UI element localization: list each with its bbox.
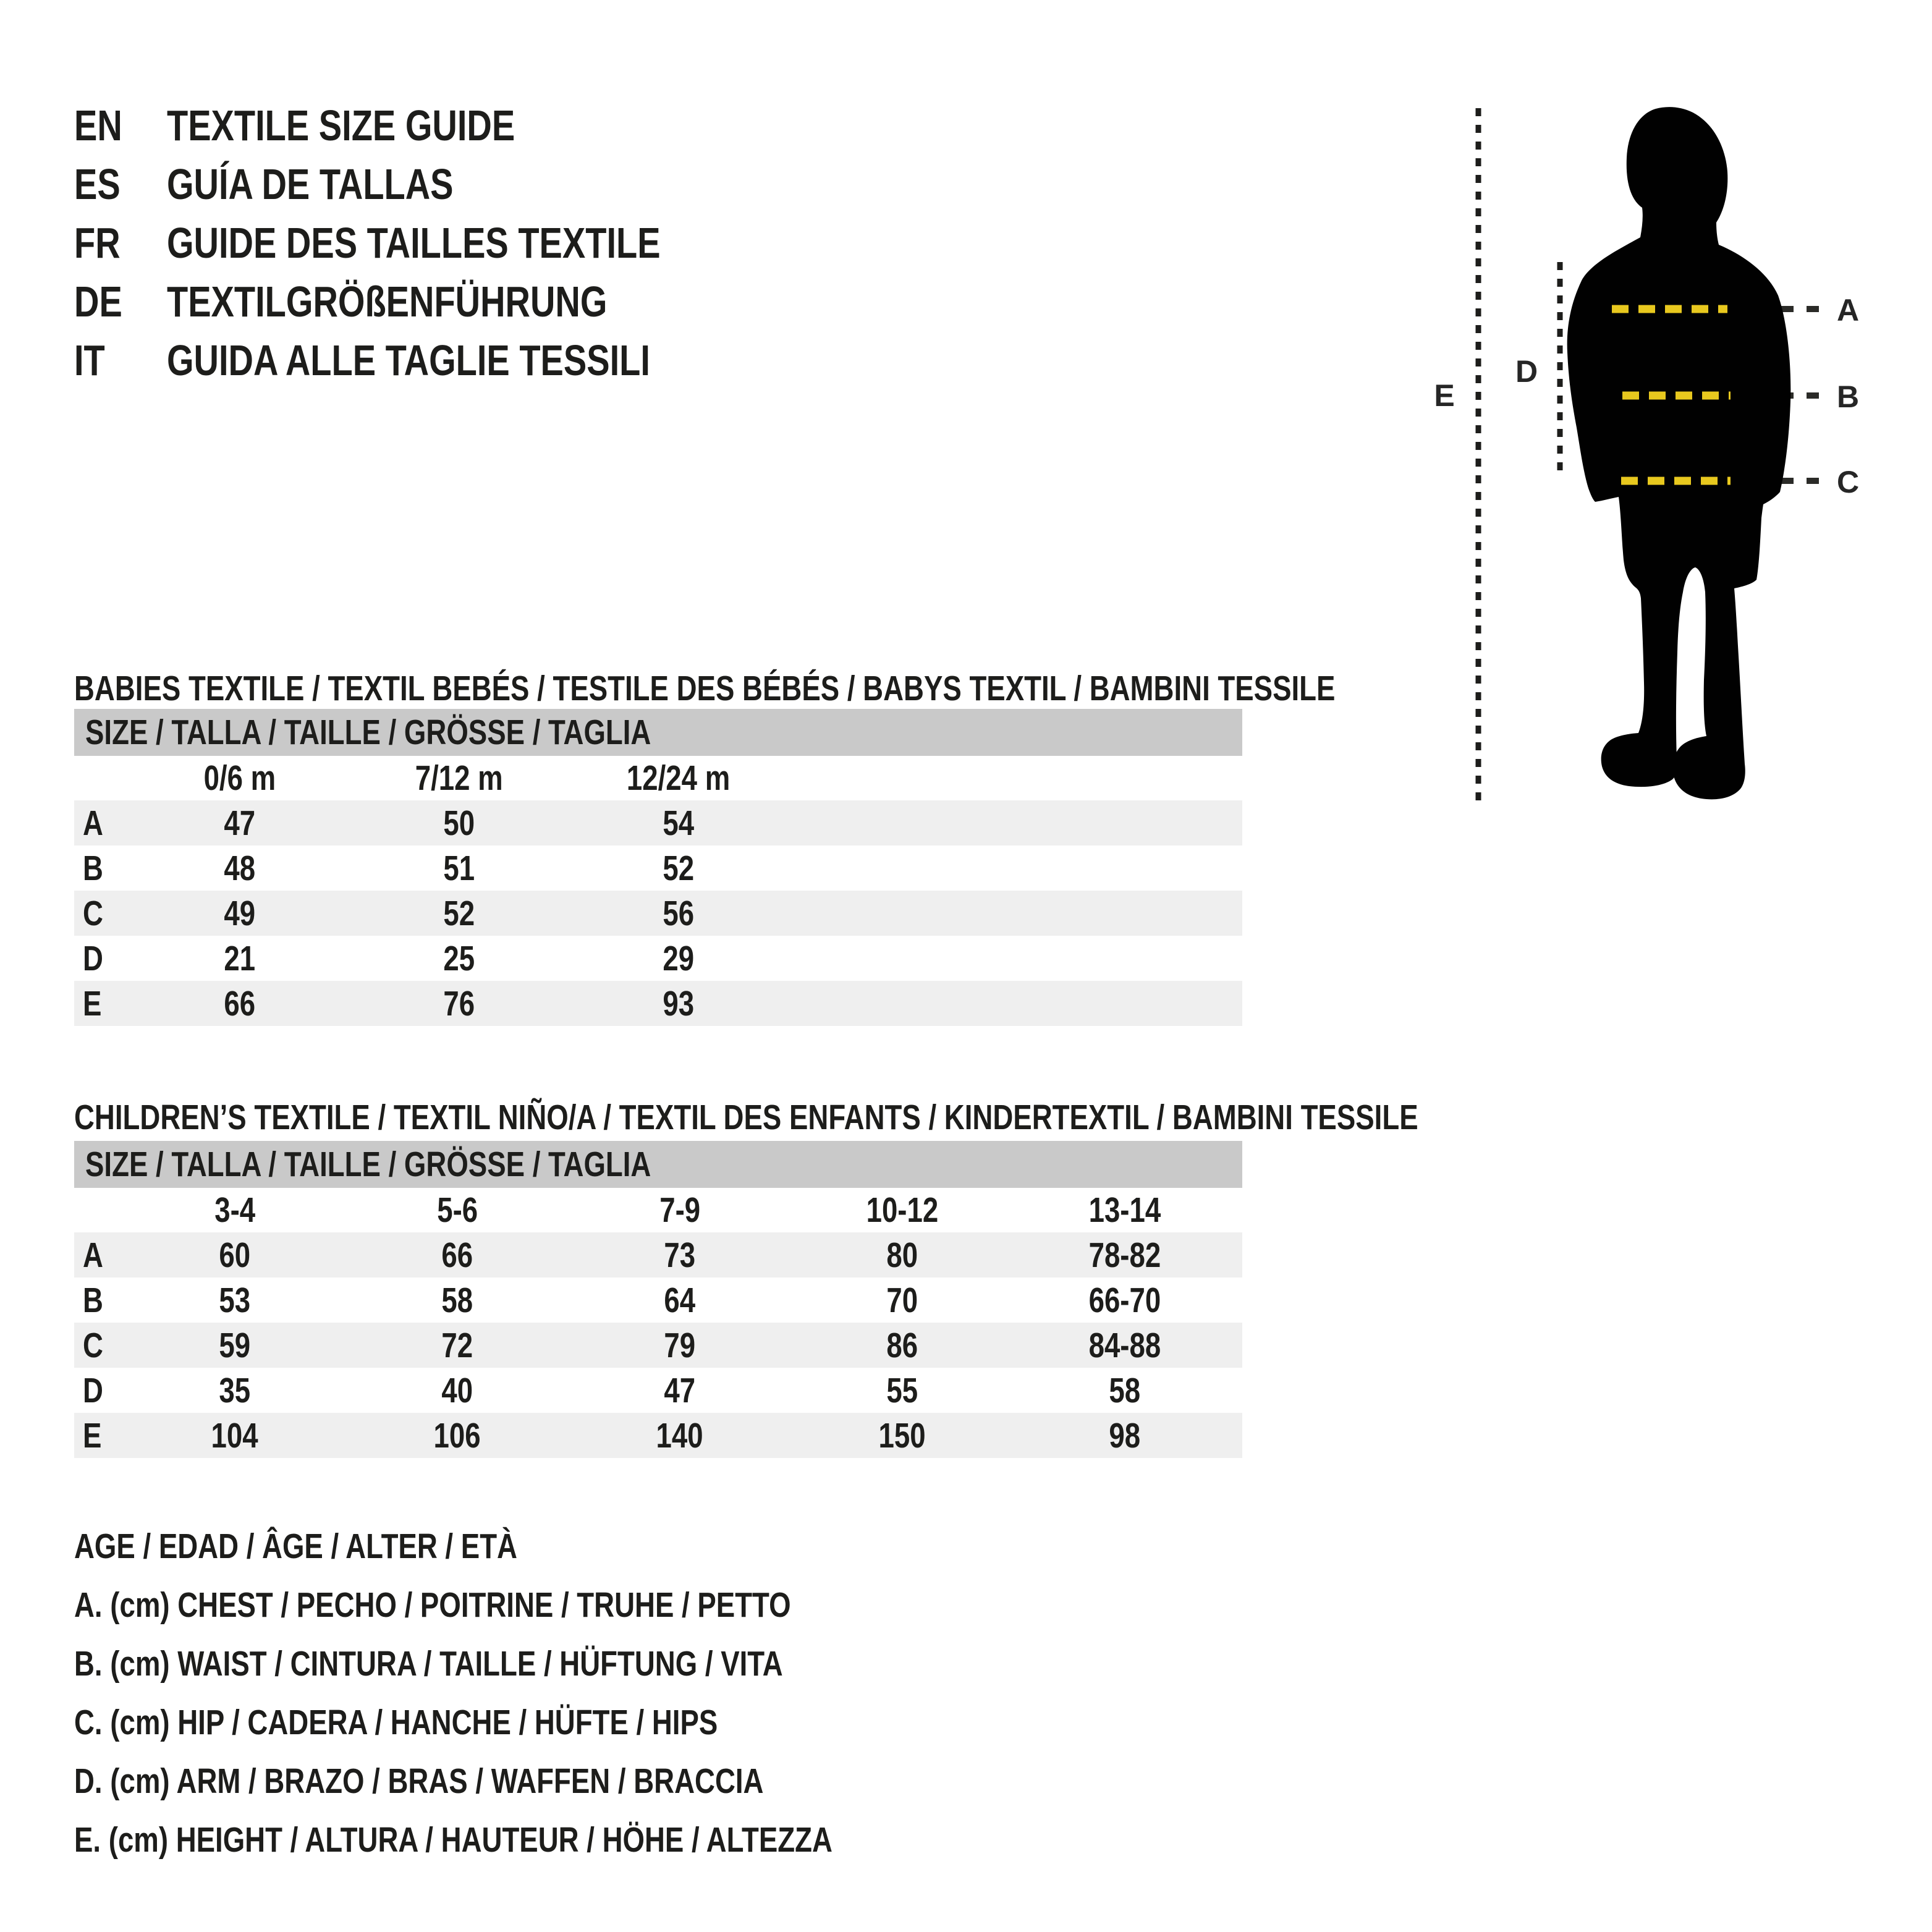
children-value-cell-text: 78-82 xyxy=(1088,1235,1161,1275)
babies-table-row xyxy=(74,800,1242,845)
children-row-label-text: D xyxy=(83,1370,103,1410)
children-row-label xyxy=(74,1415,124,1456)
children-value-cell xyxy=(569,1415,791,1456)
babies-column-header xyxy=(569,758,788,799)
babies-value-cell-text: 47 xyxy=(224,803,255,843)
children-value-cell xyxy=(791,1370,1014,1411)
language-row xyxy=(74,96,784,155)
legend-line xyxy=(74,1752,1022,1810)
children-table-rows xyxy=(74,1232,1242,1458)
children-value-cell-text: 66-70 xyxy=(1088,1280,1161,1320)
children-value-cell-text: 70 xyxy=(886,1280,918,1320)
label-hip-c: C xyxy=(1837,465,1860,499)
babies-column-header xyxy=(349,758,569,799)
children-value-cell-text: 86 xyxy=(886,1325,918,1365)
babies-column-header-text: 12/24 m xyxy=(626,758,731,798)
children-row-label-text: B xyxy=(83,1280,103,1320)
label-waist-b: B xyxy=(1837,379,1860,414)
babies-row-label-text: A xyxy=(83,803,103,843)
children-column-header xyxy=(346,1190,569,1231)
children-row-label xyxy=(74,1235,124,1276)
babies-value-cell xyxy=(569,848,788,889)
label-chest-a: A xyxy=(1837,293,1860,328)
children-value-cell-text: 53 xyxy=(219,1280,251,1320)
children-value-cell-text: 55 xyxy=(886,1370,918,1410)
babies-value-cell-text: 29 xyxy=(663,938,694,978)
babies-value-cell xyxy=(569,983,788,1024)
children-value-cell xyxy=(1014,1325,1236,1366)
children-value-cell-text: 73 xyxy=(664,1235,696,1275)
language-title xyxy=(167,159,525,209)
babies-size-header-bar xyxy=(74,709,1242,756)
babies-value-cell xyxy=(349,803,569,844)
legend-line xyxy=(74,1693,1022,1752)
babies-section-heading-text: BABIES TEXTILE / TEXTIL BEBÉS / TESTILE DES BÉBÉS / BABYS TEXTIL / BAMBINI TESSILE xyxy=(74,669,1336,709)
babies-table-rows xyxy=(74,800,1242,1026)
babies-column-header-text: 0/6 m xyxy=(203,758,276,798)
children-value-cell xyxy=(791,1280,1014,1321)
children-value-cell-text: 104 xyxy=(211,1415,259,1455)
children-value-cell-text: 72 xyxy=(441,1325,473,1365)
children-value-cell xyxy=(1014,1235,1236,1276)
babies-value-cell xyxy=(130,983,349,1024)
babies-value-cell xyxy=(349,983,569,1024)
language-title-text: GUÍA DE TALLAS xyxy=(167,159,454,208)
legend-line-text: B. (cm) WAIST / CINTURA / TAILLE / HÜFTUNG / VITA xyxy=(74,1643,783,1684)
babies-value-cell-text: 56 xyxy=(663,893,694,933)
language-title xyxy=(167,218,784,268)
legend-line xyxy=(74,1634,1022,1693)
children-column-header-text: 3-4 xyxy=(214,1190,255,1230)
language-title-text: GUIDE DES TAILLES TEXTILE xyxy=(167,218,661,267)
babies-column-header-row xyxy=(74,756,1242,800)
children-section-heading-text: CHILDREN’S TEXTILE / TEXTIL NIÑO/A / TEXTIL DES ENFANTS / KINDERTEXTIL / BAMBINI TESSILE xyxy=(74,1098,1418,1138)
babies-value-cell-text: 54 xyxy=(663,803,694,843)
children-value-cell-text: 59 xyxy=(219,1325,251,1365)
babies-value-cell-text: 49 xyxy=(224,893,255,933)
children-value-cell xyxy=(124,1370,346,1411)
children-row-label xyxy=(74,1325,124,1366)
babies-value-cell-text: 52 xyxy=(443,893,475,933)
children-value-cell xyxy=(791,1235,1014,1276)
babies-value-cell xyxy=(569,893,788,934)
language-title-text: TEXTILE SIZE GUIDE xyxy=(167,101,515,150)
language-code-text: IT xyxy=(74,336,105,384)
children-value-cell-text: 98 xyxy=(1109,1415,1141,1455)
children-value-cell xyxy=(346,1235,569,1276)
children-value-cell-text: 47 xyxy=(664,1370,696,1410)
legend-line-text: D. (cm) ARM / BRAZO / BRAS / WAFFEN / BRACCIA xyxy=(74,1761,764,1801)
children-column-header xyxy=(791,1190,1014,1231)
babies-value-cell-text: 93 xyxy=(663,983,694,1023)
babies-value-cell xyxy=(349,893,569,934)
children-value-cell-text: 79 xyxy=(664,1325,696,1365)
babies-value-cell xyxy=(130,848,349,889)
legend-line xyxy=(74,1517,1022,1575)
children-row-label-text: C xyxy=(83,1325,103,1365)
babies-column-header xyxy=(130,758,349,799)
language-code xyxy=(74,277,167,326)
child-measurement-diagram xyxy=(1409,74,1932,822)
language-code xyxy=(74,336,167,385)
children-value-cell-text: 66 xyxy=(441,1235,473,1275)
children-value-cell xyxy=(791,1325,1014,1366)
babies-value-cell xyxy=(130,803,349,844)
babies-size-header-label: SIZE / TALLA / TAILLE / GRÖSSE / TAGLIA xyxy=(85,713,651,752)
children-value-cell xyxy=(1014,1415,1236,1456)
language-code xyxy=(74,101,167,150)
language-title xyxy=(167,277,718,326)
language-title-text: GUIDA ALLE TAGLIE TESSILI xyxy=(167,336,650,384)
children-value-cell xyxy=(124,1280,346,1321)
babies-row-label xyxy=(74,893,130,934)
babies-table-row xyxy=(74,845,1242,891)
babies-row-label-text: D xyxy=(83,938,103,978)
babies-row-label-text: B xyxy=(83,848,103,888)
children-value-cell xyxy=(1014,1280,1236,1321)
children-size-table xyxy=(74,1141,1242,1458)
children-value-cell xyxy=(346,1325,569,1366)
legend-line-text: A. (cm) CHEST / PECHO / POITRINE / TRUHE / PETTO xyxy=(74,1585,791,1625)
babies-value-cell-text: 51 xyxy=(443,848,475,888)
legend-line xyxy=(74,1575,1022,1634)
babies-size-table xyxy=(74,709,1242,1026)
babies-value-cell xyxy=(569,803,788,844)
babies-value-cell xyxy=(130,938,349,979)
children-column-header-text: 13-14 xyxy=(1088,1190,1161,1230)
children-value-cell xyxy=(791,1415,1014,1456)
babies-table-row xyxy=(74,981,1242,1026)
children-table-row xyxy=(74,1413,1242,1458)
children-table-row xyxy=(74,1277,1242,1323)
babies-value-cell-text: 21 xyxy=(224,938,255,978)
children-value-cell-text: 64 xyxy=(664,1280,696,1320)
children-column-header xyxy=(1014,1190,1236,1231)
language-code-text: FR xyxy=(74,218,121,267)
language-row xyxy=(74,331,784,389)
language-title xyxy=(167,336,771,385)
babies-table-row xyxy=(74,891,1242,936)
children-value-cell-text: 35 xyxy=(219,1370,251,1410)
children-value-cell xyxy=(569,1280,791,1321)
children-value-cell xyxy=(124,1235,346,1276)
babies-table-row xyxy=(74,936,1242,981)
babies-row-label xyxy=(74,848,130,889)
children-section-heading xyxy=(74,1098,1754,1138)
language-row xyxy=(74,272,784,331)
children-value-cell-text: 40 xyxy=(441,1370,473,1410)
babies-section-heading xyxy=(74,669,1651,709)
children-column-header-row xyxy=(74,1188,1242,1232)
children-table-row xyxy=(74,1323,1242,1368)
label-height-e: E xyxy=(1434,378,1455,413)
babies-row-label-text: C xyxy=(83,893,103,933)
children-value-cell-text: 58 xyxy=(1109,1370,1141,1410)
children-value-cell-text: 106 xyxy=(433,1415,481,1455)
language-row xyxy=(74,155,784,213)
babies-value-cell xyxy=(349,938,569,979)
language-title-list xyxy=(74,96,784,389)
children-value-cell xyxy=(569,1325,791,1366)
children-value-cell-text: 60 xyxy=(219,1235,251,1275)
babies-value-cell-text: 66 xyxy=(224,983,255,1023)
children-value-cell-text: 84-88 xyxy=(1088,1325,1161,1365)
legend-line-text: C. (cm) HIP / CADERA / HANCHE / HÜFTE / HIPS xyxy=(74,1702,718,1742)
language-title xyxy=(167,101,602,150)
children-size-header-label: SIZE / TALLA / TAILLE / GRÖSSE / TAGLIA xyxy=(85,1145,651,1184)
children-value-cell xyxy=(569,1235,791,1276)
language-code-text: DE xyxy=(74,277,122,326)
children-value-cell xyxy=(569,1370,791,1411)
label-arm-d: D xyxy=(1515,354,1538,389)
children-column-header-text: 10-12 xyxy=(866,1190,939,1230)
babies-row-label-text: E xyxy=(83,983,102,1023)
babies-value-cell-text: 50 xyxy=(443,803,475,843)
children-row-label xyxy=(74,1280,124,1321)
babies-column-header-text: 7/12 m xyxy=(415,758,503,798)
language-row xyxy=(74,213,784,272)
babies-value-cell-text: 25 xyxy=(443,938,475,978)
children-value-cell xyxy=(124,1415,346,1456)
babies-value-cell xyxy=(569,938,788,979)
children-value-cell-text: 80 xyxy=(886,1235,918,1275)
babies-row-label xyxy=(74,938,130,979)
children-size-header-bar xyxy=(74,1141,1242,1188)
babies-value-cell xyxy=(130,893,349,934)
children-value-cell xyxy=(346,1370,569,1411)
children-value-cell-text: 58 xyxy=(441,1280,473,1320)
babies-row-label xyxy=(74,983,130,1024)
children-column-header-text: 5-6 xyxy=(437,1190,478,1230)
legend-line-text: E. (cm) HEIGHT / ALTURA / HAUTEUR / HÖHE / ALTEZZA xyxy=(74,1820,833,1860)
language-code xyxy=(74,159,167,209)
babies-value-cell-text: 52 xyxy=(663,848,694,888)
children-value-cell xyxy=(346,1280,569,1321)
language-code-text: ES xyxy=(74,159,121,208)
children-value-cell xyxy=(1014,1370,1236,1411)
children-row-label-text: E xyxy=(83,1415,102,1455)
children-table-row xyxy=(74,1368,1242,1413)
children-value-cell xyxy=(346,1415,569,1456)
legend-line xyxy=(74,1810,1022,1869)
legend-line-text: AGE / EDAD / ÂGE / ALTER / ETÀ xyxy=(74,1526,517,1566)
babies-value-cell-text: 76 xyxy=(443,983,475,1023)
children-value-cell-text: 150 xyxy=(878,1415,926,1455)
language-code xyxy=(74,218,167,268)
children-row-label-text: A xyxy=(83,1235,103,1275)
babies-value-cell-text: 48 xyxy=(224,848,255,888)
babies-row-label xyxy=(74,803,130,844)
measurement-legend xyxy=(74,1517,1022,1869)
children-row-label xyxy=(74,1370,124,1411)
babies-value-cell xyxy=(349,848,569,889)
children-value-cell-text: 140 xyxy=(656,1415,704,1455)
children-column-header xyxy=(569,1190,791,1231)
language-code-text: EN xyxy=(74,101,122,150)
children-column-header-text: 7-9 xyxy=(659,1190,700,1230)
children-value-cell xyxy=(124,1325,346,1366)
language-title-text: TEXTILGRÖßENFÜHRUNG xyxy=(167,277,608,326)
children-table-row xyxy=(74,1232,1242,1277)
children-column-header xyxy=(124,1190,346,1231)
